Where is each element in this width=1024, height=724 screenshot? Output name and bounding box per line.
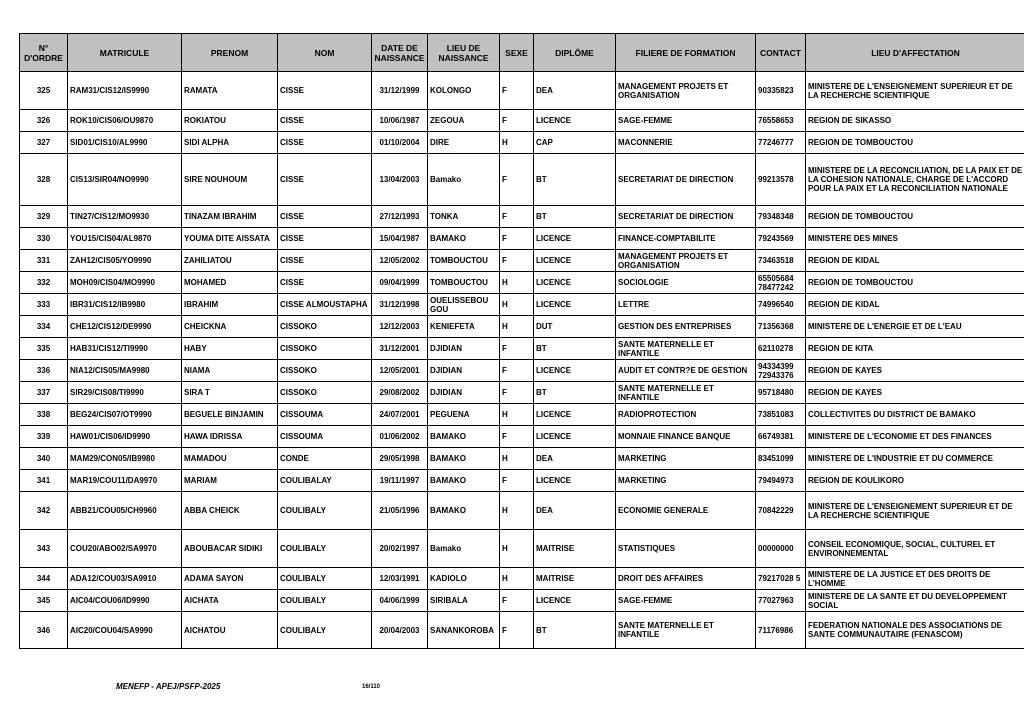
cell-training-field: RADIOPROTECTION: [616, 404, 756, 426]
cell-training-field: SAGE-FEMME: [616, 110, 756, 132]
cell-contact: 66749381: [756, 426, 806, 448]
cell-sex: H: [500, 492, 534, 530]
cell-assignment: REGION DE KIDAL: [806, 294, 1024, 316]
cell-assignment: REGION DE KAYES: [806, 382, 1024, 404]
table-row: [20, 110, 1024, 132]
cell-order: 343: [20, 530, 68, 568]
cell-assignment: MINISTERE DES MINES: [806, 228, 1024, 250]
cell-training-field: SAGE-FEMME: [616, 590, 756, 612]
cell-diploma: DUT: [534, 316, 616, 338]
cell-birth-place: BAMAKO: [428, 426, 500, 448]
column-header-order: N° D'ORDRE: [20, 34, 68, 72]
cell-matricule: AIC20/COU04/SA9990: [68, 612, 182, 649]
cell-birth-date: 20/04/2003: [372, 612, 428, 649]
cell-contact: 00000000: [756, 530, 806, 568]
cell-diploma: BT: [534, 612, 616, 649]
cell-matricule: YOU15/CIS04/AL9870: [68, 228, 182, 250]
cell-nom: CONDE: [278, 448, 372, 470]
beneficiary-table: [19, 33, 1024, 649]
table-row: [20, 250, 1024, 272]
cell-assignment: MINISTERE DE LA RECONCILIATION, DE LA PAIX ET DE LA COHESION NATIONALE, CHARGE DE L'ACCORD POUR LA PAIX ET LA RECONCILIATION NATIONALE: [806, 154, 1024, 206]
column-header-assignment: LIEU D'AFFECTATION: [806, 34, 1024, 72]
table-row: [20, 382, 1024, 404]
cell-birth-place: Bamako: [428, 530, 500, 568]
cell-training-field: SECRETARIAT DE DIRECTION: [616, 206, 756, 228]
table-body: [20, 72, 1024, 649]
cell-contact: 79217028 5: [756, 568, 806, 590]
cell-training-field: DROIT DES AFFAIRES: [616, 568, 756, 590]
cell-birth-place: KADIOLO: [428, 568, 500, 590]
column-header-birth-date: DATE DE NAISSANCE: [372, 34, 428, 72]
cell-birth-date: 31/12/1999: [372, 72, 428, 110]
cell-birth-date: 13/04/2003: [372, 154, 428, 206]
cell-contact: 76558653: [756, 110, 806, 132]
cell-diploma: LICENCE: [534, 294, 616, 316]
cell-nom: CISSE: [278, 72, 372, 110]
cell-assignment: REGION DE KITA: [806, 338, 1024, 360]
cell-birth-date: 24/07/2001: [372, 404, 428, 426]
cell-diploma: LICENCE: [534, 590, 616, 612]
table-header-row: [20, 34, 1024, 72]
cell-prenom: RAMATA: [182, 72, 278, 110]
cell-assignment: MINISTERE DE L'ENSEIGNEMENT SUPERIEUR ET DE LA RECHERCHE SCIENTIFIQUE: [806, 492, 1024, 530]
cell-nom: CISSOKO: [278, 382, 372, 404]
cell-matricule: SID01/CIS10/AL9990: [68, 132, 182, 154]
cell-diploma: LICENCE: [534, 470, 616, 492]
cell-birth-date: 12/05/2002: [372, 250, 428, 272]
cell-order: 332: [20, 272, 68, 294]
cell-prenom: IBRAHIM: [182, 294, 278, 316]
cell-nom: CISSE: [278, 206, 372, 228]
cell-assignment: REGION DE SIKASSO: [806, 110, 1024, 132]
cell-birth-date: 29/05/1998: [372, 448, 428, 470]
cell-order: 333: [20, 294, 68, 316]
cell-nom: COULIBALAY: [278, 470, 372, 492]
cell-birth-date: 12/05/2001: [372, 360, 428, 382]
table-row: [20, 404, 1024, 426]
cell-assignment: MINISTERE DE L'ECONOMIE ET DES FINANCES: [806, 426, 1024, 448]
cell-birth-place: OUELISSEBOU GOU: [428, 294, 500, 316]
cell-assignment: CONSEIL ECONOMIQUE, SOCIAL, CULTUREL ET ENVIRONNEMENTAL: [806, 530, 1024, 568]
cell-prenom: ROKIATOU: [182, 110, 278, 132]
cell-birth-place: BAMAKO: [428, 448, 500, 470]
table-row: [20, 228, 1024, 250]
cell-assignment: MINISTERE DE LA JUSTICE ET DES DROITS DE L'HOMME: [806, 568, 1024, 590]
cell-birth-date: 01/06/2002: [372, 426, 428, 448]
cell-training-field: MARKETING: [616, 448, 756, 470]
column-header-sex: SEXE: [500, 34, 534, 72]
cell-training-field: ECONOMIE GENERALE: [616, 492, 756, 530]
cell-sex: F: [500, 228, 534, 250]
table-row: [20, 72, 1024, 110]
cell-training-field: SECRETARIAT DE DIRECTION: [616, 154, 756, 206]
cell-matricule: BEG24/CIS07/OT9990: [68, 404, 182, 426]
cell-sex: F: [500, 426, 534, 448]
cell-diploma: BT: [534, 154, 616, 206]
cell-order: 334: [20, 316, 68, 338]
cell-diploma: DEA: [534, 492, 616, 530]
cell-training-field: SANTE MATERNELLE ET INFANTILE: [616, 338, 756, 360]
cell-prenom: HABY: [182, 338, 278, 360]
cell-matricule: MOH09/CIS04/MO9990: [68, 272, 182, 294]
table-row: [20, 530, 1024, 568]
cell-contact: 90335823: [756, 72, 806, 110]
cell-birth-date: 31/12/1998: [372, 294, 428, 316]
cell-sex: F: [500, 206, 534, 228]
cell-diploma: LICENCE: [534, 360, 616, 382]
cell-order: 327: [20, 132, 68, 154]
cell-order: 341: [20, 470, 68, 492]
cell-matricule: HAB31/CIS12/TI9990: [68, 338, 182, 360]
cell-training-field: SOCIOLOGIE: [616, 272, 756, 294]
cell-nom: CISSOUMA: [278, 404, 372, 426]
table-row: [20, 448, 1024, 470]
cell-nom: COULIBALY: [278, 590, 372, 612]
cell-training-field: MANAGEMENT PROJETS ET ORGANISATION: [616, 72, 756, 110]
cell-matricule: CIS13/SIR04/NO9990: [68, 154, 182, 206]
cell-sex: H: [500, 404, 534, 426]
cell-contact: 70842229: [756, 492, 806, 530]
cell-assignment: FEDERATION NATIONALE DES ASSOCIATIONS DE SANTE COMMUNAUTAIRE (FENASCOM): [806, 612, 1024, 649]
cell-order: 335: [20, 338, 68, 360]
table-row: [20, 492, 1024, 530]
cell-birth-place: KENIEFETA: [428, 316, 500, 338]
cell-sex: F: [500, 110, 534, 132]
cell-nom: COULIBALY: [278, 568, 372, 590]
cell-prenom: SIRA T: [182, 382, 278, 404]
cell-diploma: LICENCE: [534, 426, 616, 448]
cell-birth-date: 09/04/1999: [372, 272, 428, 294]
cell-birth-date: 01/10/2004: [372, 132, 428, 154]
cell-prenom: SIDI ALPHA: [182, 132, 278, 154]
cell-prenom: TINAZAM IBRAHIM: [182, 206, 278, 228]
cell-birth-date: 12/12/2003: [372, 316, 428, 338]
cell-birth-place: BAMAKO: [428, 470, 500, 492]
cell-sex: H: [500, 294, 534, 316]
cell-assignment: MINISTERE DE L'ENSEIGNEMENT SUPERIEUR ET DE LA RECHERCHE SCIENTIFIQUE: [806, 72, 1024, 110]
cell-diploma: BT: [534, 338, 616, 360]
table-row: [20, 272, 1024, 294]
cell-nom: COULIBALY: [278, 612, 372, 649]
cell-birth-date: 15/04/1987: [372, 228, 428, 250]
cell-contact: 71176986: [756, 612, 806, 649]
cell-sex: H: [500, 568, 534, 590]
cell-birth-place: DJIDIAN: [428, 360, 500, 382]
cell-sex: F: [500, 470, 534, 492]
cell-training-field: GESTION DES ENTREPRISES: [616, 316, 756, 338]
cell-order: 336: [20, 360, 68, 382]
cell-assignment: MINISTERE DE LA SANTE ET DU DEVELOPPEMENT SOCIAL: [806, 590, 1024, 612]
cell-prenom: ADAMA SAYON: [182, 568, 278, 590]
cell-birth-date: 29/08/2002: [372, 382, 428, 404]
cell-diploma: DEA: [534, 448, 616, 470]
cell-assignment: MINISTERE DE L'ENERGIE ET DE L'EAU: [806, 316, 1024, 338]
cell-contact: 77027963: [756, 590, 806, 612]
cell-training-field: AUDIT ET CONTR?E DE GESTION: [616, 360, 756, 382]
cell-birth-place: TOMBOUCTOU: [428, 250, 500, 272]
cell-diploma: CAP: [534, 132, 616, 154]
cell-prenom: AICHATA: [182, 590, 278, 612]
cell-prenom: ABOUBACAR SIDIKI: [182, 530, 278, 568]
cell-contact: 83451099: [756, 448, 806, 470]
cell-matricule: MAM29/CON05/IB9980: [68, 448, 182, 470]
cell-birth-place: DIRE: [428, 132, 500, 154]
cell-birth-place: BAMAKO: [428, 492, 500, 530]
cell-assignment: REGION DE TOMBOUCTOU: [806, 132, 1024, 154]
cell-training-field: FINANCE-COMPTABILITE: [616, 228, 756, 250]
cell-sex: F: [500, 338, 534, 360]
cell-sex: F: [500, 250, 534, 272]
cell-training-field: MONNAIE FINANCE BANQUE: [616, 426, 756, 448]
cell-nom: CISSOUMA: [278, 426, 372, 448]
cell-birth-date: 20/02/1997: [372, 530, 428, 568]
cell-order: 325: [20, 72, 68, 110]
cell-birth-date: 12/03/1991: [372, 568, 428, 590]
cell-birth-place: PEGUENA: [428, 404, 500, 426]
cell-birth-place: TONKA: [428, 206, 500, 228]
cell-diploma: BT: [534, 382, 616, 404]
cell-diploma: DEA: [534, 72, 616, 110]
cell-contact: 79243569: [756, 228, 806, 250]
cell-training-field: MACONNERIE: [616, 132, 756, 154]
cell-order: 337: [20, 382, 68, 404]
cell-birth-place: DJIDIAN: [428, 382, 500, 404]
cell-nom: CISSOKO: [278, 360, 372, 382]
cell-matricule: CHE12/CIS12/DE9990: [68, 316, 182, 338]
cell-prenom: HAWA IDRISSA: [182, 426, 278, 448]
column-header-prenom: PRENOM: [182, 34, 278, 72]
cell-nom: CISSOKO: [278, 316, 372, 338]
footer-page-number: 16/110: [362, 684, 381, 690]
column-header-contact: CONTACT: [756, 34, 806, 72]
cell-contact: 73851083: [756, 404, 806, 426]
table-row: [20, 612, 1024, 649]
cell-assignment: REGION DE KOULIKORO: [806, 470, 1024, 492]
table-row: [20, 154, 1024, 206]
cell-birth-place: SANANKOROBA: [428, 612, 500, 649]
cell-training-field: SANTE MATERNELLE ET INFANTILE: [616, 612, 756, 649]
table-row: [20, 360, 1024, 382]
cell-contact: 99213578: [756, 154, 806, 206]
cell-contact: 79348348: [756, 206, 806, 228]
cell-sex: H: [500, 530, 534, 568]
cell-nom: CISSE: [278, 272, 372, 294]
cell-birth-date: 10/06/1987: [372, 110, 428, 132]
cell-diploma: LICENCE: [534, 404, 616, 426]
cell-contact: 95718480: [756, 382, 806, 404]
table-row: [20, 206, 1024, 228]
cell-birth-date: 27/12/1993: [372, 206, 428, 228]
cell-nom: CISSE: [278, 132, 372, 154]
cell-birth-date: 21/05/1996: [372, 492, 428, 530]
cell-contact: 73463518: [756, 250, 806, 272]
cell-diploma: LICENCE: [534, 110, 616, 132]
cell-sex: F: [500, 612, 534, 649]
cell-diploma: MAITRISE: [534, 530, 616, 568]
cell-matricule: SIR29/CIS08/TI9990: [68, 382, 182, 404]
cell-birth-date: 31/12/2001: [372, 338, 428, 360]
cell-diploma: LICENCE: [534, 250, 616, 272]
cell-prenom: YOUMA DITE AISSATA: [182, 228, 278, 250]
cell-matricule: IBR31/CIS12/IB9980: [68, 294, 182, 316]
column-header-nom: NOM: [278, 34, 372, 72]
cell-prenom: ABBA CHEICK: [182, 492, 278, 530]
cell-prenom: NIAMA: [182, 360, 278, 382]
cell-assignment: COLLECTIVITES DU DISTRICT DE BAMAKO: [806, 404, 1024, 426]
cell-contact: 62110278: [756, 338, 806, 360]
cell-contact: 65505684 78477242: [756, 272, 806, 294]
column-header-birth-place: LIEU DE NAISSANCE: [428, 34, 500, 72]
cell-diploma: MAITRISE: [534, 568, 616, 590]
cell-contact: 71356368: [756, 316, 806, 338]
cell-prenom: SIRE NOUHOUM: [182, 154, 278, 206]
cell-order: 328: [20, 154, 68, 206]
cell-sex: H: [500, 316, 534, 338]
cell-sex: F: [500, 72, 534, 110]
cell-birth-place: TOMBOUCTOU: [428, 272, 500, 294]
cell-matricule: NIA12/CIS05/MA9980: [68, 360, 182, 382]
cell-sex: F: [500, 590, 534, 612]
cell-sex: F: [500, 360, 534, 382]
table-row: [20, 338, 1024, 360]
cell-birth-date: 19/11/1997: [372, 470, 428, 492]
cell-matricule: RAM31/CIS12/IS9990: [68, 72, 182, 110]
cell-matricule: COU20/ABO02/SA9970: [68, 530, 182, 568]
table-row: [20, 132, 1024, 154]
table-row: [20, 426, 1024, 448]
cell-prenom: MAMADOU: [182, 448, 278, 470]
cell-nom: CISSE: [278, 110, 372, 132]
cell-diploma: LICENCE: [534, 272, 616, 294]
cell-prenom: MOHAMED: [182, 272, 278, 294]
cell-matricule: HAW01/CIS06/ID9990: [68, 426, 182, 448]
cell-birth-place: SIRIBALA: [428, 590, 500, 612]
cell-nom: COULIBALY: [278, 492, 372, 530]
cell-nom: CISSE ALMOUSTAPHA: [278, 294, 372, 316]
cell-nom: CISSE: [278, 228, 372, 250]
cell-sex: F: [500, 382, 534, 404]
cell-birth-place: KOLONGO: [428, 72, 500, 110]
cell-order: 339: [20, 426, 68, 448]
cell-order: 338: [20, 404, 68, 426]
cell-contact: 94334399 72943376: [756, 360, 806, 382]
cell-prenom: BEGUELE BINJAMIN: [182, 404, 278, 426]
cell-matricule: MAR19/COU11/DA9970: [68, 470, 182, 492]
cell-prenom: MARIAM: [182, 470, 278, 492]
table-row: [20, 316, 1024, 338]
cell-assignment: REGION DE TOMBOUCTOU: [806, 272, 1024, 294]
cell-order: 330: [20, 228, 68, 250]
column-header-training-field: FILIERE DE FORMATION: [616, 34, 756, 72]
cell-prenom: CHEICKNA: [182, 316, 278, 338]
table-row: [20, 470, 1024, 492]
cell-training-field: SANTE MATERNELLE ET INFANTILE: [616, 382, 756, 404]
table-row: [20, 590, 1024, 612]
column-header-matricule: MATRICULE: [68, 34, 182, 72]
cell-matricule: ROK10/CIS06/OU9870: [68, 110, 182, 132]
cell-nom: CISSE: [278, 154, 372, 206]
cell-birth-place: Bamako: [428, 154, 500, 206]
cell-contact: 74996540: [756, 294, 806, 316]
cell-sex: H: [500, 448, 534, 470]
cell-matricule: AIC04/COU06/ID9990: [68, 590, 182, 612]
footer-program-label: MENEFP - APEJ/PSFP-2025: [116, 682, 221, 691]
cell-nom: COULIBALY: [278, 530, 372, 568]
cell-order: 331: [20, 250, 68, 272]
cell-training-field: MARKETING: [616, 470, 756, 492]
cell-matricule: ADA12/COU03/SA9910: [68, 568, 182, 590]
cell-assignment: MINISTERE DE L'INDUSTRIE ET DU COMMERCE: [806, 448, 1024, 470]
cell-birth-place: BAMAKO: [428, 228, 500, 250]
cell-order: 342: [20, 492, 68, 530]
cell-matricule: ABB21/COU05/CH9960: [68, 492, 182, 530]
cell-diploma: BT: [534, 206, 616, 228]
cell-contact: 79494973: [756, 470, 806, 492]
cell-order: 329: [20, 206, 68, 228]
cell-contact: 77246777: [756, 132, 806, 154]
cell-diploma: LICENCE: [534, 228, 616, 250]
cell-order: 326: [20, 110, 68, 132]
table-row: [20, 568, 1024, 590]
cell-prenom: AICHATOU: [182, 612, 278, 649]
cell-birth-date: 04/06/1999: [372, 590, 428, 612]
cell-order: 345: [20, 590, 68, 612]
cell-training-field: LETTRE: [616, 294, 756, 316]
table-row: [20, 294, 1024, 316]
cell-sex: H: [500, 132, 534, 154]
cell-assignment: REGION DE TOMBOUCTOU: [806, 206, 1024, 228]
cell-sex: H: [500, 272, 534, 294]
cell-training-field: STATISTIQUES: [616, 530, 756, 568]
cell-sex: F: [500, 154, 534, 206]
cell-birth-place: ZEGOUA: [428, 110, 500, 132]
column-header-diploma: DIPLÔME: [534, 34, 616, 72]
cell-nom: CISSOKO: [278, 338, 372, 360]
cell-birth-place: DJIDIAN: [428, 338, 500, 360]
cell-assignment: REGION DE KIDAL: [806, 250, 1024, 272]
cell-training-field: MANAGEMENT PROJETS ET ORGANISATION: [616, 250, 756, 272]
cell-order: 344: [20, 568, 68, 590]
cell-order: 340: [20, 448, 68, 470]
cell-assignment: REGION DE KAYES: [806, 360, 1024, 382]
cell-nom: CISSE: [278, 250, 372, 272]
cell-prenom: ZAHILIATOU: [182, 250, 278, 272]
cell-matricule: ZAH12/CIS05/YO9990: [68, 250, 182, 272]
cell-matricule: TIN27/CIS12/MO9930: [68, 206, 182, 228]
cell-order: 346: [20, 612, 68, 649]
